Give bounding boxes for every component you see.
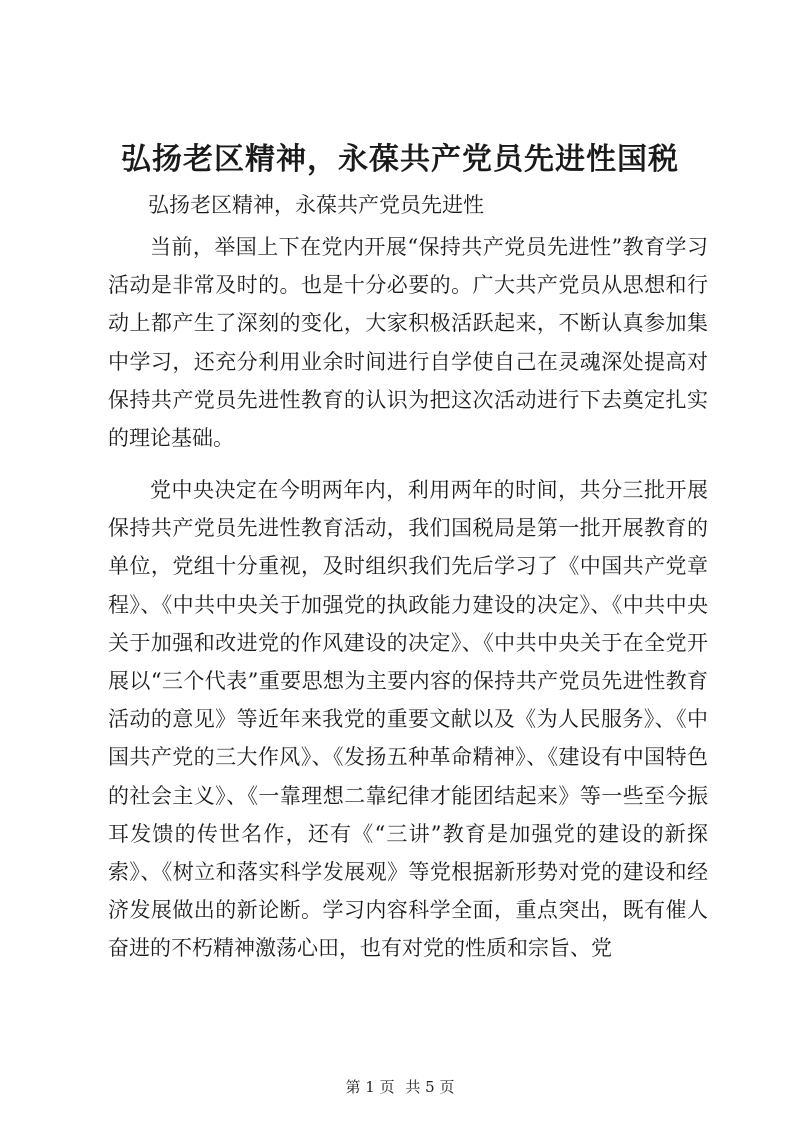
body-paragraph-2: 党中央决定在今明两年内，利用两年的时间，共分三批开展保持共产党员先进性教育活动，我们国税局是第一批开展教育的单位，党组十分重视，及时组织我们先后学习了《中国共产党章程》、《中共中央关于加强党的执政能力建设的决定》、《中共中央关于加强和改进党的作风建设的决定》、《中共中央关于在全党开展以“三个代表”重要思想为主要内容的保持共产党员先进性教育活动的意见》等近年来我党的重要文献以及《为人民服务》、《中国共产党的三大作风》、《发扬五种革命精神》、《建设有中国特色的社会主义》、《一靠理想二靠纪律才能团结起来》等一些至今振耳发馈的传世名作，还有《“三讲”教育是加强党的建设的新探索》、《树立和落实科学发展观》等党根据新形势对党的建设和经济发展做出的新论断。学习内容科学全面，重点突出，既有催人奋进的不朽精神激荡心田，也有对党的性质和宗旨、党 <box>108 478 708 961</box>
page-title: 弘扬老区精神，永葆共产党员先进性国税 <box>121 142 679 177</box>
page-footer <box>0 1077 800 1097</box>
page-number: 第 1 页 <box>345 1078 395 1096</box>
body-paragraph-1: 当前，举国上下在党内开展“保持共产党员先进性”教育学习活动是非常及时的。也是十分必要的。广大共产党员从思想和行动上都产生了深刻的变化，大家积极活跃起来，不断认真参加集中学习，还充分利用业余时间进行自学使自己在灵魂深处提高对保持共产党员先进性教育的认识为把这次活动进行下去奠定扎实的理论基础。 <box>108 235 708 451</box>
page-total: 共 5 页 <box>405 1078 455 1096</box>
document-subtitle: 弘扬老区精神，永葆共产党员先进性 <box>148 193 484 217</box>
